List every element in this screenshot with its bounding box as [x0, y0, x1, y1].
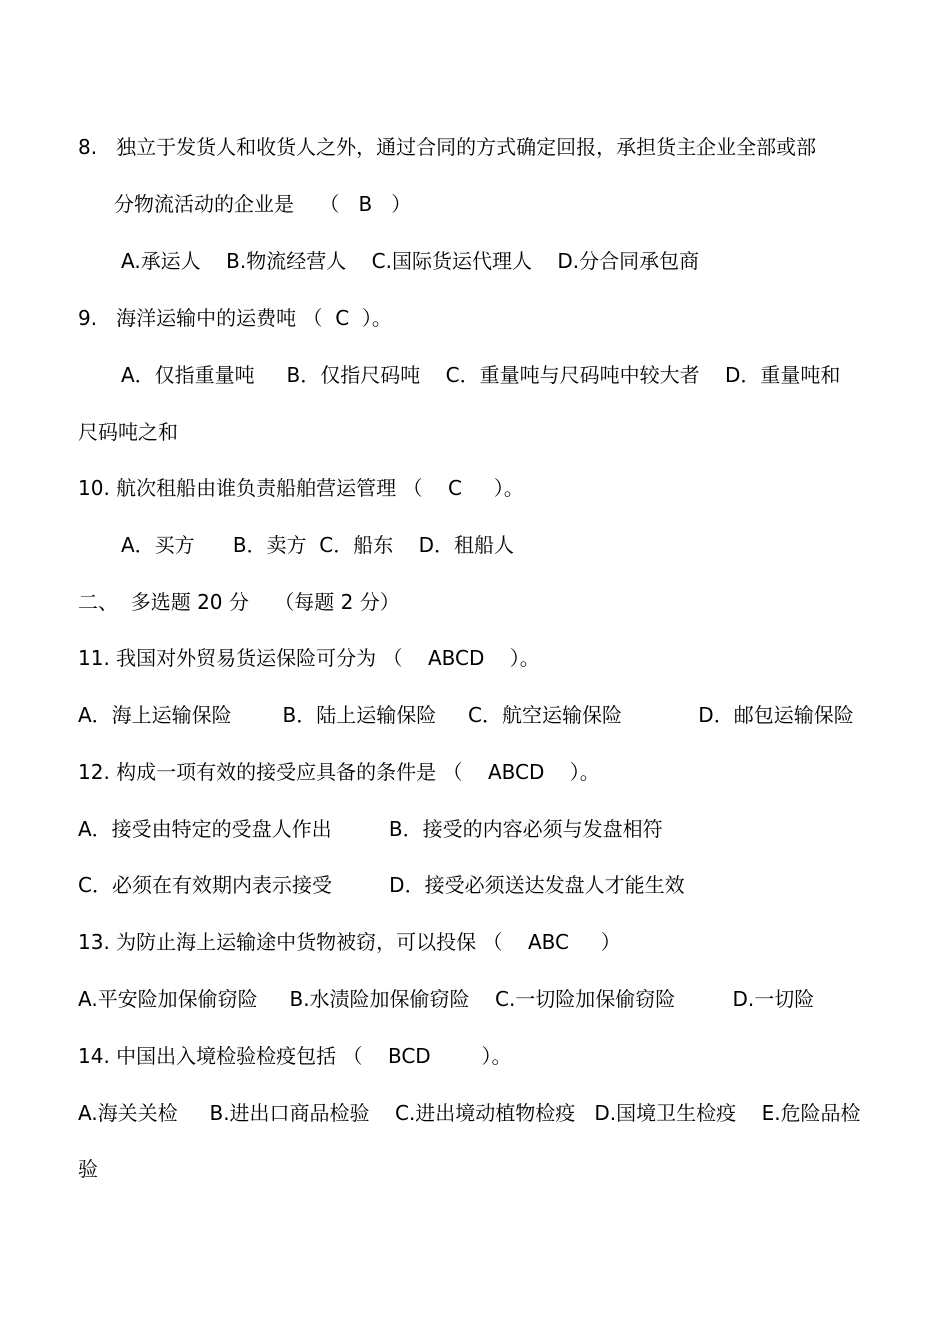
q8-options: A.承运人 B.物流经营人 C.国际货运代理人 D.分合同承包商 — [121, 249, 700, 273]
q12-options-line-2: C．必须在有效期内表示接受 D．接受必须送达发盘人才能生效 — [78, 873, 685, 897]
q13-text: 13. 为防止海上运输途中货物被窃，可以投保 （ ABC ） — [78, 930, 621, 954]
q11-text: 11. 我国对外贸易货运保险可分为 （ ABCD ）。 — [78, 646, 540, 670]
q10-text: 10. 航次租船由谁负责船舶营运管理 （ C ）。 — [78, 476, 524, 500]
q10-options: A．买方 B．卖方 C．船东 D．租船人 — [121, 533, 515, 557]
q11-options: A．海上运输保险 B．陆上运输保险 C．航空运输保险 D．邮包运输保险 — [78, 703, 854, 727]
q8-text-line-2: 分物流活动的企业是 （ B ） — [114, 192, 412, 216]
section-heading-multiple-choice: 二、 多选题 20 分 （每题 2 分） — [78, 590, 400, 614]
q12-text: 12. 构成一项有效的接受应具备的条件是 （ ABCD ）。 — [78, 760, 600, 784]
q14-text: 14. 中国出入境检验检疫包括 （ BCD ）。 — [78, 1044, 512, 1068]
q9-options-line-1: A．仅指重量吨 B．仅指尺码吨 C．重量吨与尺码吨中较大者 D．重量吨和 — [121, 363, 841, 387]
q14-options-line-1: A.海关关检 B.进出口商品检验 C.进出境动植物检疫 D.国境卫生检疫 E.危险品检 — [78, 1101, 861, 1125]
q12-options-line-1: A．接受由特定的受盘人作出 B．接受的内容必须与发盘相符 — [78, 817, 663, 841]
q9-options-line-2: 尺码吨之和 — [78, 420, 178, 444]
q13-options: A.平安险加保偷窃险 B.水渍险加保偷窃险 C.一切险加保偷窃险 D.一切险 — [78, 987, 815, 1011]
q14-options-line-2: 验 — [78, 1157, 98, 1181]
q9-text: 9. 海洋运输中的运费吨 （ C ）。 — [78, 306, 392, 330]
q8-text-line-1: 8. 独立于发货人和收货人之外，通过合同的方式确定回报，承担货主企业全部或部 — [78, 135, 817, 159]
